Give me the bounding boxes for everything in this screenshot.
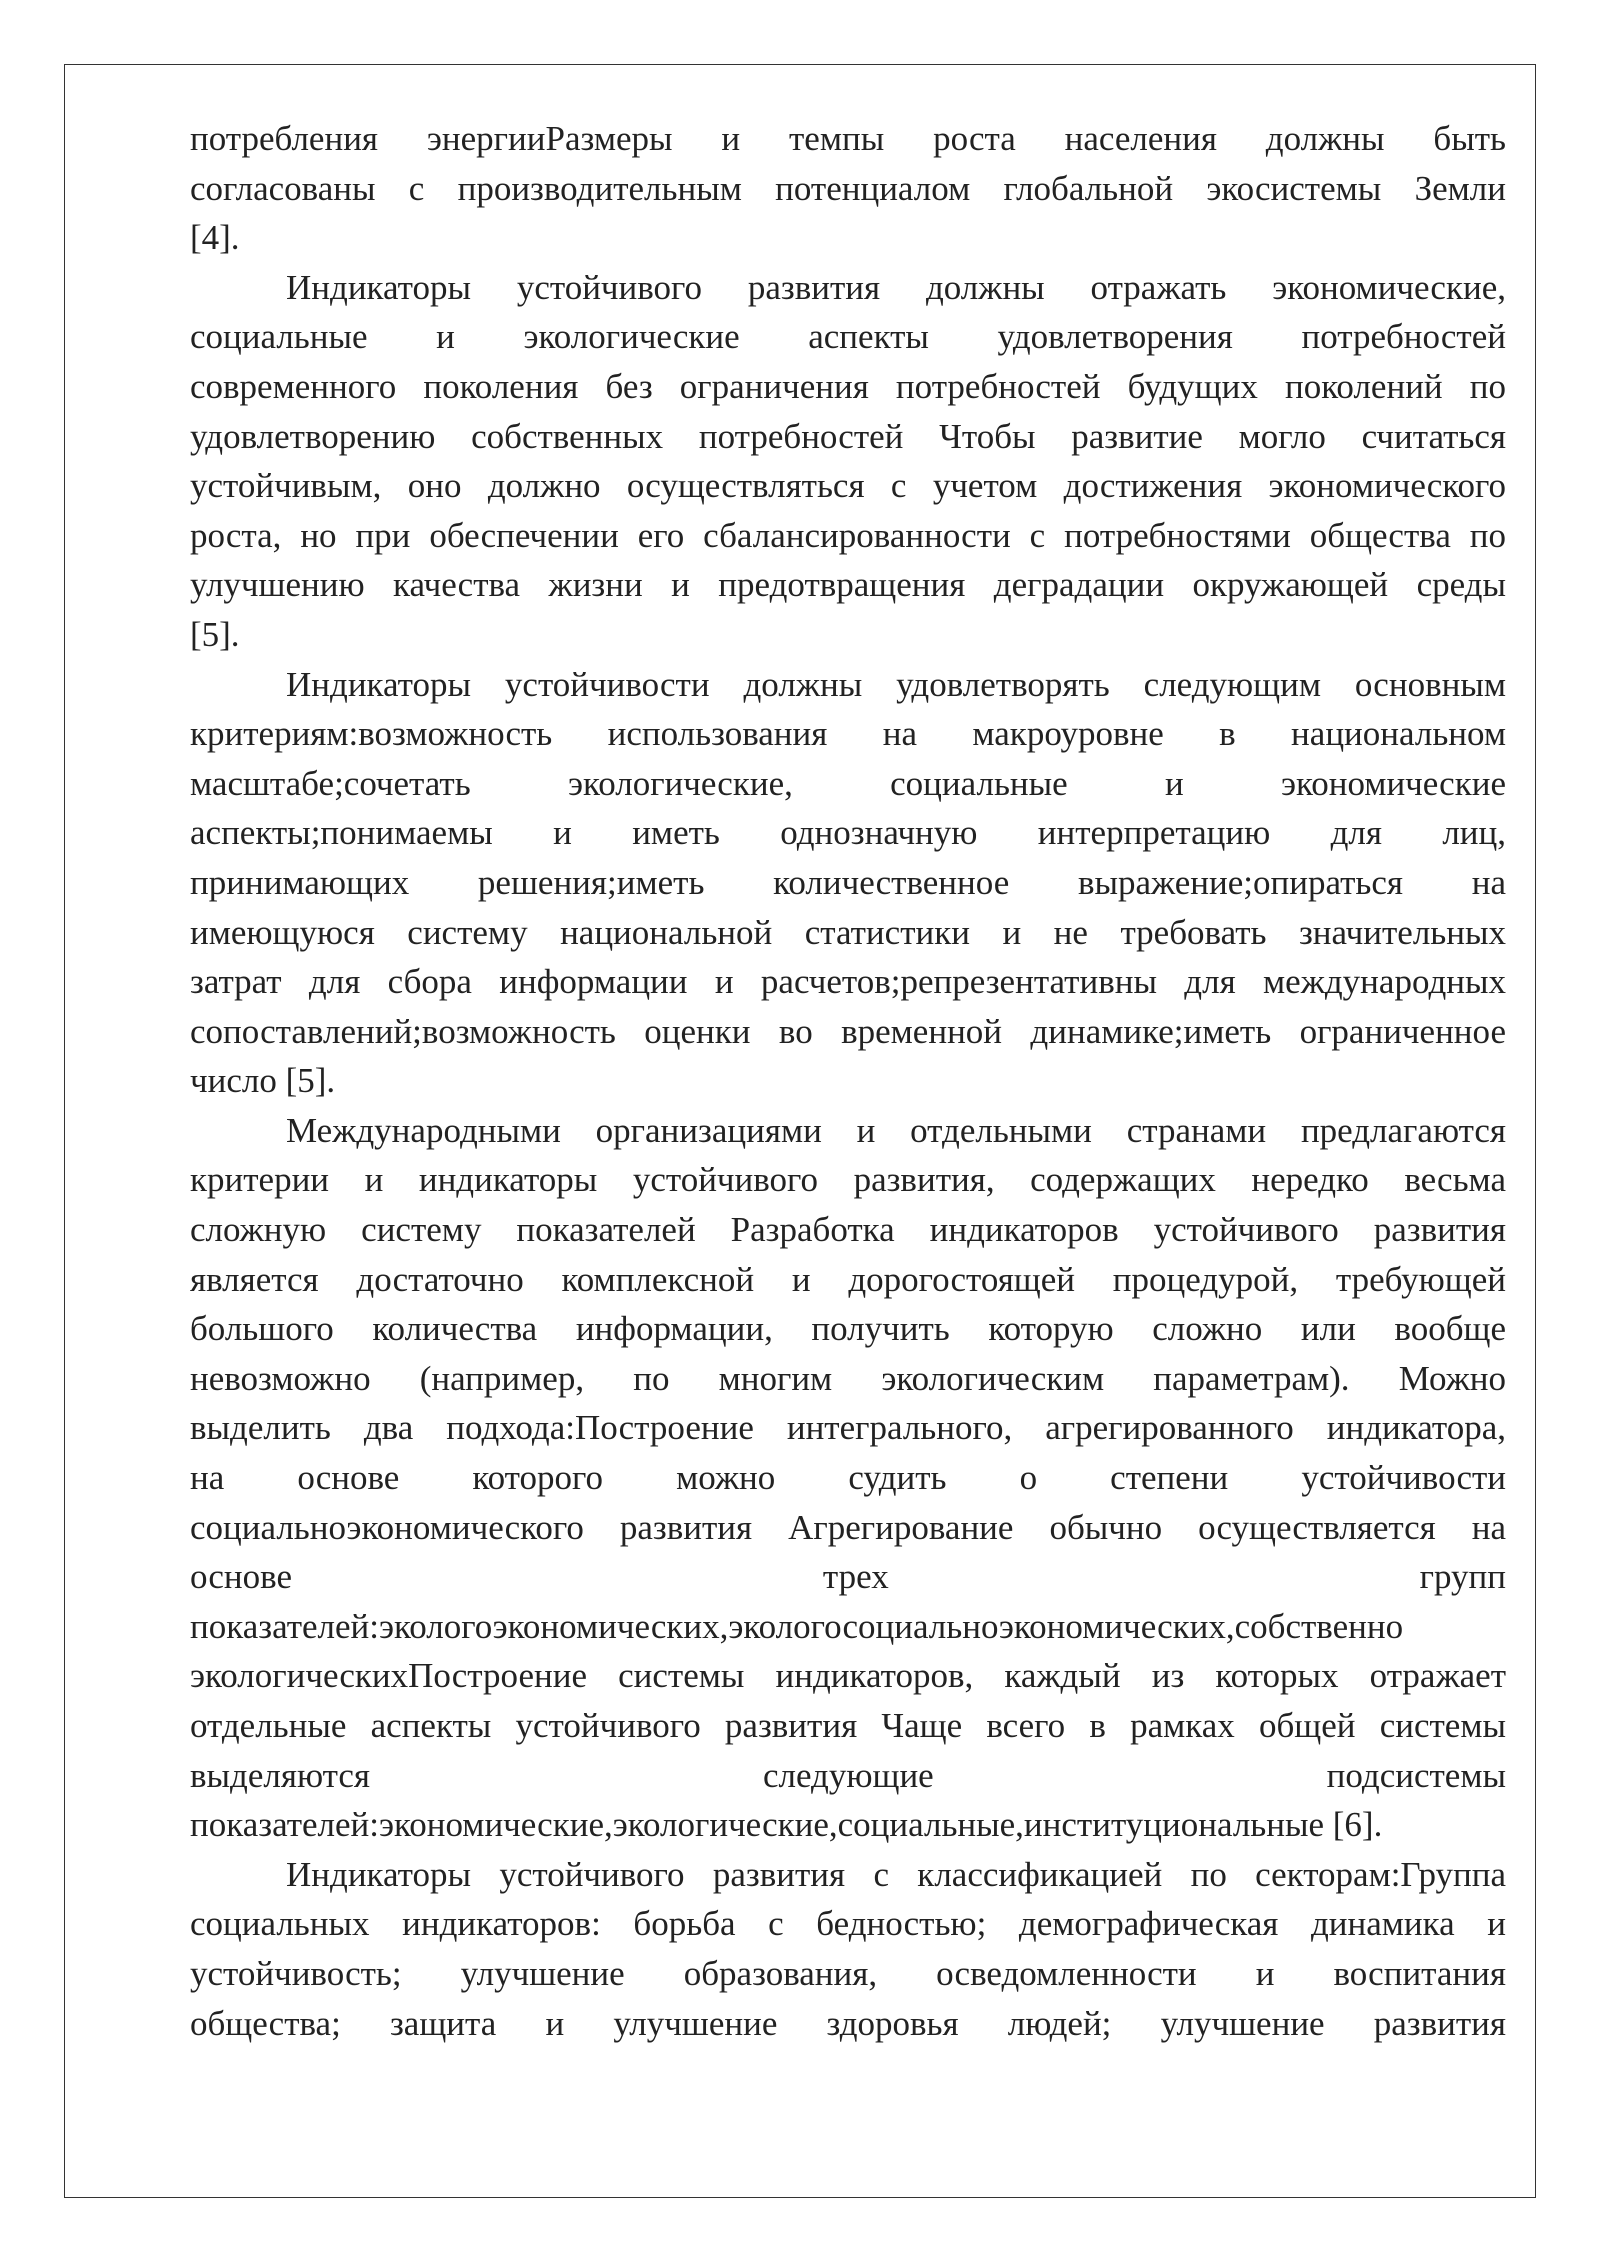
- text-line: Индикаторы устойчивого развития должны отражать экономические,: [286, 267, 1506, 307]
- text-line: удовлетворению собственных потребностей Чтобы развитие могло считаться: [190, 416, 1506, 456]
- text-line: невозможно (например, по многим экологическим параметрам). Можно: [190, 1358, 1506, 1398]
- text-line: основе трех групп: [190, 1557, 1506, 1597]
- text-line: [5].: [190, 614, 240, 654]
- text-line: показателей:экономические,экологические,социальные,институциональные [6].: [190, 1805, 1383, 1845]
- paragraph: [190, 1850, 1506, 2048]
- text-line: Индикаторы устойчивости должны удовлетворять следующим основным: [286, 664, 1506, 704]
- text-line: роста, но при обеспечении его сбалансированности с потребностями общества по: [190, 515, 1506, 555]
- text-line: современного поколения без ограничения потребностей будущих поколений по: [190, 366, 1506, 406]
- text-line: социальные и экологические аспекты удовлетворения потребностей: [190, 317, 1506, 357]
- text-line: выделяются следующие подсистемы: [190, 1755, 1506, 1795]
- text-line: общества; защита и улучшение здоровья людей; улучшение развития: [190, 2003, 1506, 2043]
- text-line: является достаточно комплексной и дорогостоящей процедурой, требующей: [190, 1259, 1506, 1299]
- paragraph: [190, 660, 1506, 1106]
- text-line: масштабе;сочетать экологические, социальные и экономические: [190, 763, 1506, 803]
- text-line: устойчивость; улучшение образования, осведомленности и воспитания: [190, 1953, 1506, 1993]
- text-line: критерии и индикаторы устойчивого развития, содержащих нередко весьма: [190, 1160, 1506, 1200]
- text-line: большого количества информации, получить которую сложно или вообще: [190, 1309, 1506, 1349]
- text-line: аспекты;понимаемы и иметь однозначную интерпретацию для лиц,: [190, 813, 1506, 853]
- text-line: экологическихПостроение системы индикаторов, каждый из которых отражает: [190, 1656, 1506, 1696]
- text-line: потребления энергииРазмеры и темпы роста населения должны быть: [190, 119, 1506, 158]
- text-line: социальноэкономического развития Агрегирование обычно осуществляется на: [190, 1507, 1506, 1547]
- document-body: [190, 114, 1506, 2048]
- text-line: на основе которого можно судить о степени устойчивости: [190, 1458, 1506, 1498]
- text-line: критериям:возможность использования на макроуровне в национальном: [190, 714, 1506, 754]
- text-line: Международными организациями и отдельными странами предлагаются: [286, 1110, 1506, 1150]
- text-line: согласованы с производительным потенциалом глобальной экосистемы Земли: [190, 168, 1506, 208]
- text-line: имеющуюся систему национальной статистики и не требовать значительных: [190, 912, 1506, 952]
- text-line: принимающих решения;иметь количественное выражение;опираться на: [190, 862, 1506, 902]
- text-line: улучшению качества жизни и предотвращения деградации окружающей среды: [190, 565, 1506, 605]
- paragraph: [190, 263, 1506, 660]
- paragraph: [190, 1106, 1506, 1850]
- text-line: отдельные аспекты устойчивого развития Чаще всего в рамках общей системы: [190, 1706, 1506, 1745]
- text-line: [4].: [190, 218, 240, 258]
- text-line: Индикаторы устойчивого развития с классификацией по секторам:Группа: [286, 1854, 1506, 1894]
- text-line: число [5].: [190, 1061, 336, 1101]
- text-line: затрат для сбора информации и расчетов;репрезентативны для международных: [190, 962, 1506, 1002]
- text-line: сопоставлений;возможность оценки во временной динамике;иметь ограниченное: [190, 1011, 1506, 1051]
- text-line: социальных индикаторов: борьба с бедностью; демографическая динамика и: [190, 1904, 1506, 1944]
- text-line: выделить два подхода:Построение интегрального, агрегированного индикатора,: [190, 1408, 1506, 1448]
- text-line: устойчивым, оно должно осуществляться с учетом достижения экономического: [190, 466, 1506, 506]
- text-line: показателей:экологоэкономических,экологосоциальноэкономических,собственно: [190, 1606, 1404, 1646]
- text-line: сложную систему показателей Разработка индикаторов устойчивого развития: [190, 1210, 1506, 1250]
- paragraph: [190, 114, 1506, 263]
